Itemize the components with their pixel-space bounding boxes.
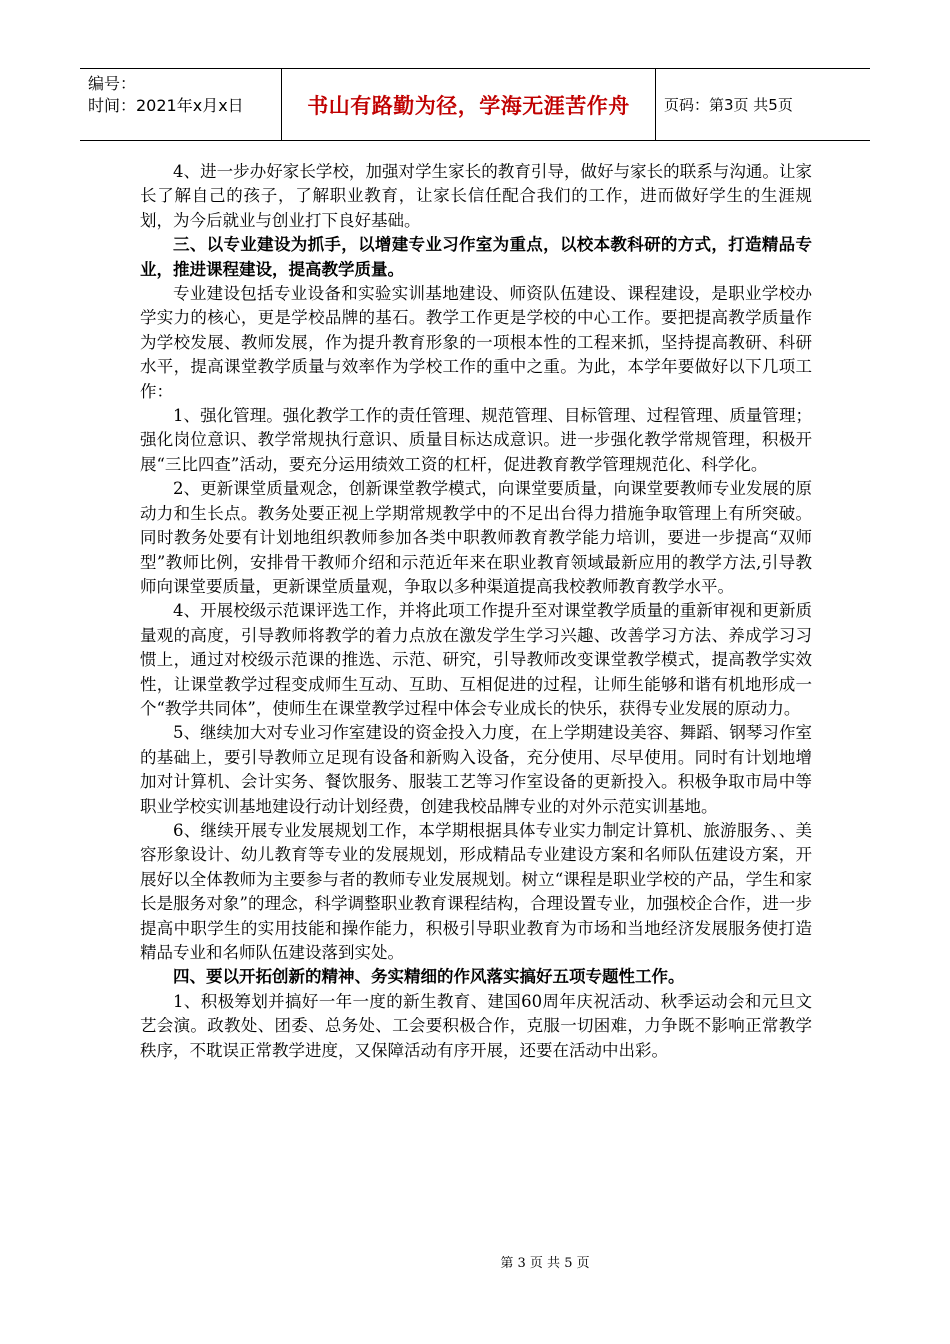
document-number-label: 编号： bbox=[88, 74, 137, 93]
paragraph: 专业建设包括专业设备和实验实训基地建设、师资队伍建设、课程建设，是职业学校办学实力的核心，更是学校品牌的基石。教学工作更是学校的中心工作。要把提高教学质量作为学校发展、教师发展，作为提升教育形象的一项根本性的工程来抓，坚持提高教研、科研水平，提高课堂教学质量与效率作为学校工作的重中之重。为此，本学年要做好以下几项工作： bbox=[140, 284, 812, 401]
header-meta bbox=[80, 69, 282, 140]
paragraph: 1、强化管理。强化教学工作的责任管理、规范管理、目标管理、过程管理、质量管理；强化岗位意识、教学常规执行意识、质量目标达成意识。进一步强化教学常规管理，积极开展“三比四查”活动，要充分运用绩效工资的杠杆，促进教育教学管理规范化、科学化。 bbox=[140, 406, 812, 474]
paragraph: 5、继续加大对专业习作室建设的资金投入力度，在上学期建设美容、舞蹈、钢琴习作室的基础上，要引导教师立足现有设备和新购入设备，充分使用、尽早使用。同时有计划地增加对计算机、会计实务、餐饮服务、服装工艺等习作室设备的更新投入。积极争取市局中等职业学校实训基地建设行动计划经费，创建我校品牌专业的对外示范实训基地。 bbox=[140, 723, 812, 816]
document-body bbox=[140, 160, 812, 1063]
paragraph: 2、更新课堂质量观念，创新课堂教学模式，向课堂要质量，向课堂要教师专业发展的原动力和生长点。教务处要正视上学期常规教学中的不足出台得力措施争取管理上有所突破。同时教务处要有计划地组织教师参加各类中职教师教育教学能力培训，要进一步提高“双师型”教师比例，安排骨干教师介绍和示范近年来在职业教育领域最新应用的教学方法,引导教师向课堂要质量，更新课堂质量观，争取以多种渠道提高我校教师教育教学水平。 bbox=[140, 479, 812, 596]
paragraph: 6、继续开展专业发展规划工作，本学期根据具体专业实力制定计算机、旅游服务、、美容形象设计、幼儿教育等专业的发展规划，形成精品专业建设方案和名师队伍建设方案，开展好以全体教师为主要参与者的教师专业发展规划。树立“课程是职业学校的产品，学生和家长是服务对象”的理念，科学调整职业教育课程结构，合理设置专业，加强校企合作，进一步提高中职学生的实用技能和操作能力，积极引导职业教育为市场和当地经济发展服务使打造精品专业和名师队伍建设落到实处。 bbox=[140, 820, 812, 962]
page-header bbox=[80, 68, 870, 141]
header-page-number: 页码：第3页 共5页 bbox=[664, 96, 793, 114]
page-footer: 第 3 页 共 5 页 bbox=[500, 1256, 590, 1271]
section-heading: 四、要以开拓创新的精神、务实精细的作风落实搞好五项专题性工作。 bbox=[173, 967, 685, 987]
paragraph: 4、开展校级示范课评选工作，并将此项工作提升至对课堂教学质量的重新审视和更新质量观的高度，引导教师将教学的着力点放在激发学生学习兴趣、改善学习方法、养成学习习惯上，通过对校级示范课的推选、示范、研究，引导教师改变课堂教学模式，提高教学实效性，让课堂教学过程变成师生互动、互助、互相促进的过程，让师生能够和谐有机地形成一个“教学共同体”，使师生在课堂教学过程中体会专业成长的快乐，获得专业发展的原动力。 bbox=[140, 601, 812, 718]
section-heading: 三、以专业建设为抓手，以增建专业习作室为重点，以校本教科研的方式，打造精品专业，推进课程建设，提高教学质量。 bbox=[140, 235, 812, 279]
header-motto: 书山有路勤为径，学海无涯苦作舟 bbox=[282, 69, 656, 140]
paragraph: 4、进一步办好家长学校，加强对学生家长的教育引导，做好与家长的联系与沟通。让家长了解自己的孩子，了解职业教育，让家长信任配合我们的工作，进而做好学生的生涯规划，为今后就业与创业打下良好基础。 bbox=[140, 162, 812, 230]
paragraph: 1、积极筹划并搞好一年一度的新生教育、建国60周年庆祝活动、秋季运动会和元旦文艺会演。政教处、团委、总务处、工会要积极合作，克服一切困难，力争既不影响正常教学秩序，不耽误正常教学进度，又保障活动有序开展，还要在活动中出彩。 bbox=[140, 991, 812, 1060]
document-time-label: 时间：2021年x月x日 bbox=[88, 96, 244, 115]
